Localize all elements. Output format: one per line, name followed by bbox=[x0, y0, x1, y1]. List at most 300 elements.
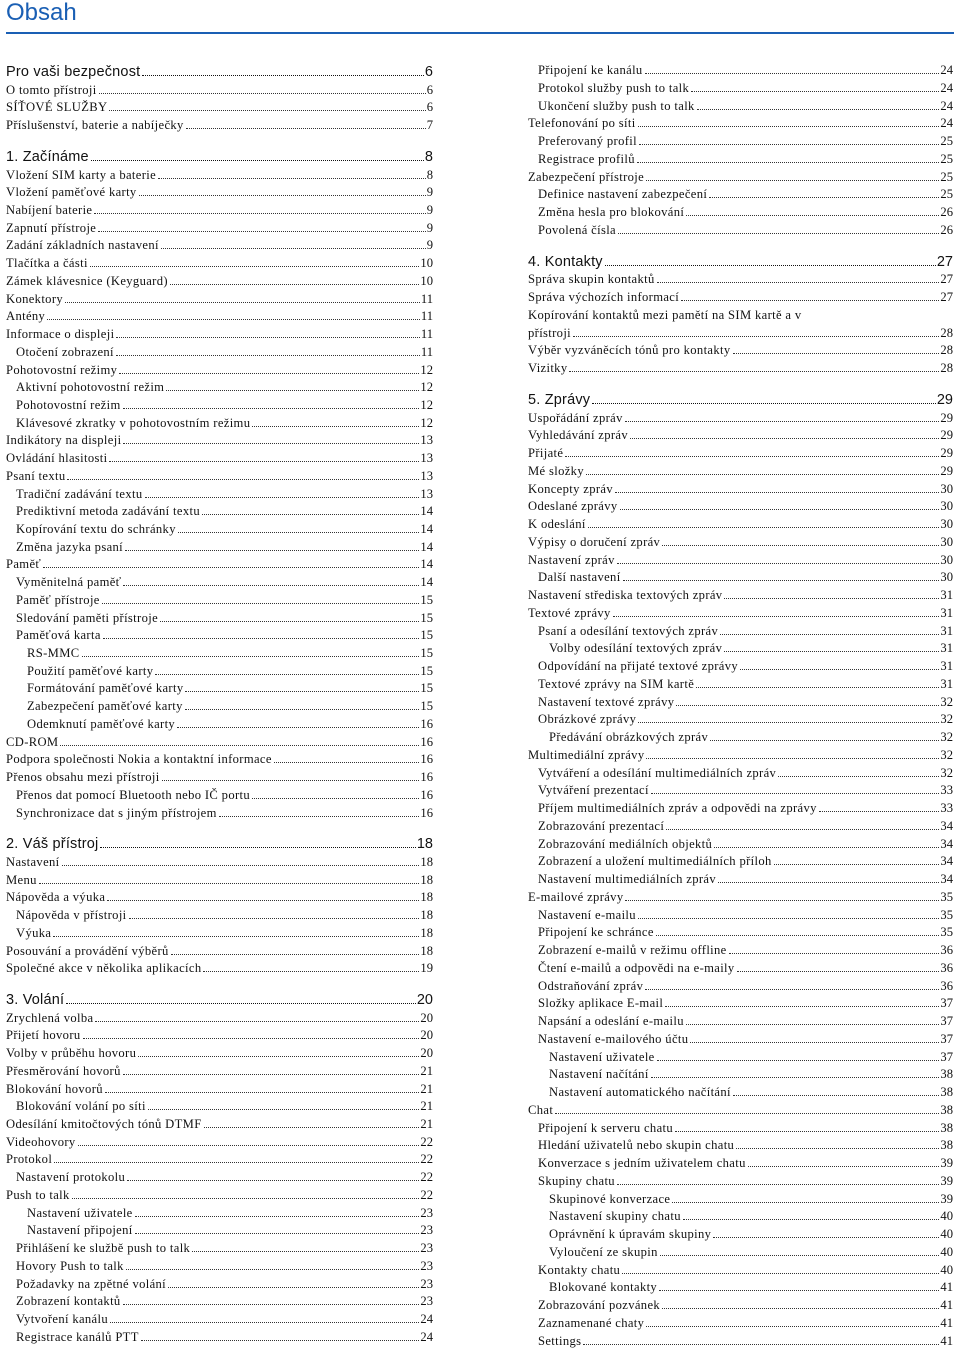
toc-entry-title: Chat bbox=[528, 1102, 554, 1117]
toc-entry[interactable] bbox=[6, 1240, 433, 1256]
toc-entry[interactable] bbox=[6, 117, 433, 133]
toc-entry[interactable] bbox=[6, 468, 433, 484]
toc-dot-leader bbox=[583, 1344, 939, 1345]
toc-dot-leader bbox=[691, 91, 939, 92]
toc-dot-leader bbox=[177, 727, 419, 728]
toc-entry[interactable] bbox=[6, 680, 433, 696]
toc-page-number: 30 bbox=[940, 481, 953, 496]
toc-page-number: 18 bbox=[420, 854, 433, 869]
toc-dot-leader bbox=[681, 300, 939, 301]
toc-entry[interactable] bbox=[6, 202, 433, 218]
toc-page-number: 30 bbox=[940, 499, 953, 514]
toc-entry-title: Psaní a odesílání textových zpráv bbox=[538, 623, 719, 638]
toc-entry-title: Přenos dat pomocí Bluetooth nebo IČ portu bbox=[16, 787, 251, 802]
toc-entry-title: Nastavení automatického načítání bbox=[549, 1085, 731, 1099]
toc-entry[interactable] bbox=[6, 1222, 433, 1238]
toc-dot-leader bbox=[123, 443, 419, 444]
toc-page-number: 26 bbox=[940, 205, 953, 219]
toc-entry[interactable] bbox=[6, 184, 433, 200]
toc-entry[interactable] bbox=[6, 556, 433, 572]
toc-dot-leader bbox=[65, 302, 420, 303]
toc-entry[interactable] bbox=[6, 1258, 433, 1274]
toc-entry-title: Vizitky bbox=[528, 361, 568, 375]
toc-entry[interactable] bbox=[528, 978, 953, 994]
toc-dot-leader bbox=[185, 691, 419, 692]
toc-page-number: 15 bbox=[420, 699, 433, 714]
toc-entry-title: Pohotovostní režimy bbox=[6, 362, 118, 377]
toc-entry[interactable] bbox=[528, 907, 953, 923]
toc-entry-title: Zabezpečení přístroje bbox=[528, 169, 645, 184]
toc-entry[interactable] bbox=[528, 516, 953, 532]
toc-dot-leader bbox=[192, 1251, 419, 1252]
toc-entry[interactable] bbox=[6, 379, 433, 395]
toc-entry[interactable] bbox=[528, 1226, 953, 1242]
toc-entry-title: Synchronizace dat s jiným přístrojem bbox=[16, 805, 217, 820]
toc-dot-leader bbox=[637, 162, 940, 163]
toc-entry[interactable] bbox=[528, 658, 953, 674]
toc-page-number: 21 bbox=[420, 1099, 433, 1114]
toc-page-number: 38 bbox=[940, 1120, 953, 1135]
toc-entry[interactable] bbox=[528, 1208, 953, 1224]
page-title: Obsah bbox=[6, 0, 77, 26]
toc-entry[interactable] bbox=[6, 872, 433, 888]
toc-entry[interactable] bbox=[6, 836, 433, 852]
toc-dot-leader bbox=[615, 492, 939, 493]
toc-page-number: 13 bbox=[420, 433, 433, 448]
toc-page-number: 10 bbox=[420, 273, 433, 288]
toc-entry[interactable] bbox=[528, 1262, 953, 1278]
toc-entry[interactable] bbox=[528, 62, 953, 78]
toc-entry[interactable] bbox=[6, 308, 433, 324]
toc-entry-title: O tomto přístroji bbox=[6, 82, 97, 97]
toc-entry-title: Otočení zobrazení bbox=[16, 344, 114, 359]
toc-dot-leader bbox=[168, 1287, 419, 1288]
toc-entry[interactable] bbox=[6, 450, 433, 466]
toc-entry[interactable] bbox=[528, 1191, 953, 1207]
toc-entry[interactable] bbox=[6, 992, 433, 1008]
toc-entry[interactable] bbox=[528, 80, 953, 96]
toc-dot-leader bbox=[105, 1092, 420, 1093]
toc-entry[interactable] bbox=[528, 818, 953, 834]
toc-entry[interactable] bbox=[6, 889, 433, 905]
toc-entry[interactable] bbox=[6, 1187, 433, 1203]
toc-entry-title: Prediktivní metoda zadávání textu bbox=[16, 504, 200, 519]
toc-entry[interactable] bbox=[528, 640, 953, 656]
toc-entry[interactable] bbox=[528, 782, 953, 798]
toc-entry-title: Nastavení uživatele bbox=[27, 1205, 133, 1220]
toc-entry[interactable] bbox=[6, 99, 433, 115]
toc-entry-title: Paměť přístroje bbox=[16, 592, 100, 607]
toc-entry[interactable] bbox=[6, 1010, 433, 1026]
toc-entry[interactable] bbox=[528, 98, 953, 114]
toc-entry-title: Blokování volání po síti bbox=[16, 1099, 146, 1114]
toc-dot-leader bbox=[573, 336, 939, 337]
toc-entry[interactable] bbox=[528, 204, 953, 220]
toc-entry[interactable] bbox=[6, 1329, 433, 1345]
toc-page-number: 24 bbox=[420, 1329, 433, 1344]
toc-dot-leader bbox=[129, 918, 420, 919]
toc-entry[interactable] bbox=[6, 574, 433, 590]
toc-entry[interactable] bbox=[6, 769, 433, 785]
toc-entry[interactable] bbox=[528, 623, 953, 639]
toc-entry[interactable] bbox=[6, 1311, 433, 1327]
toc-dot-leader bbox=[102, 603, 420, 604]
toc-entry[interactable] bbox=[6, 291, 433, 307]
toc-entry[interactable] bbox=[6, 698, 433, 714]
toc-entry[interactable] bbox=[528, 1066, 953, 1082]
toc-dot-leader bbox=[729, 953, 940, 954]
toc-dot-leader bbox=[135, 1233, 420, 1234]
toc-entry[interactable] bbox=[528, 271, 953, 287]
toc-dot-leader bbox=[718, 882, 939, 883]
toc-entry[interactable] bbox=[528, 534, 953, 550]
toc-entry[interactable] bbox=[6, 1116, 433, 1132]
toc-entry[interactable] bbox=[528, 1297, 953, 1313]
toc-entry[interactable] bbox=[6, 943, 433, 959]
toc-entry[interactable] bbox=[528, 1084, 953, 1100]
toc-entry-title: Podpora společnosti Nokia a kontaktní informace bbox=[6, 752, 272, 767]
toc-page-number: 18 bbox=[420, 943, 433, 958]
toc-entry-title: Uspořádání zpráv bbox=[528, 410, 623, 425]
toc-entry[interactable] bbox=[528, 1102, 953, 1118]
toc-entry-title: SÍŤOVÉ SLUŽBY bbox=[6, 100, 108, 115]
toc-dot-leader bbox=[683, 1219, 940, 1220]
toc-page-number: 41 bbox=[940, 1333, 953, 1348]
toc-entry[interactable] bbox=[528, 307, 953, 323]
toc-page-number: 20 bbox=[420, 1028, 433, 1043]
toc-entry-title: Nastavení skupiny chatu bbox=[549, 1209, 681, 1224]
toc-entry[interactable] bbox=[6, 273, 433, 289]
toc-dot-leader bbox=[714, 847, 939, 848]
toc-entry-title: Volby odesílání textových zpráv bbox=[549, 641, 723, 656]
toc-page-number: 14 bbox=[420, 504, 433, 519]
toc-entry[interactable] bbox=[6, 592, 433, 608]
toc-entry[interactable] bbox=[6, 960, 433, 976]
toc-entry[interactable] bbox=[528, 342, 953, 358]
toc-entry[interactable] bbox=[528, 960, 953, 976]
toc-entry-title: Použití paměťové karty bbox=[27, 663, 154, 678]
toc-dot-leader bbox=[646, 180, 939, 181]
toc-entry[interactable] bbox=[6, 854, 433, 870]
toc-entry[interactable] bbox=[528, 765, 953, 781]
toc-dot-leader bbox=[43, 567, 419, 568]
toc-dot-leader bbox=[109, 110, 425, 111]
toc-entry-title: Správa skupin kontaktů bbox=[528, 272, 655, 287]
toc-dot-leader bbox=[672, 1202, 939, 1203]
toc-entry[interactable] bbox=[6, 1081, 433, 1097]
toc-entry[interactable] bbox=[528, 1155, 953, 1171]
toc-dot-leader bbox=[617, 1184, 939, 1185]
toc-page-number: 39 bbox=[940, 1173, 953, 1188]
toc-entry[interactable] bbox=[6, 1293, 433, 1309]
toc-dot-leader bbox=[651, 1077, 940, 1078]
toc-dot-leader bbox=[160, 621, 419, 622]
toc-entry[interactable] bbox=[528, 800, 953, 816]
toc-entry[interactable] bbox=[528, 392, 953, 408]
toc-entry[interactable] bbox=[528, 133, 953, 149]
toc-page-number: 30 bbox=[940, 552, 953, 567]
toc-entry[interactable] bbox=[528, 552, 953, 568]
toc-page-number: 27 bbox=[940, 290, 953, 304]
toc-entry-title: Kopírování textu do schránky bbox=[16, 522, 176, 536]
toc-page-number: 23 bbox=[420, 1258, 433, 1273]
toc-entry[interactable] bbox=[528, 169, 953, 185]
toc-page-number: 8 bbox=[424, 148, 433, 165]
toc-page-number: 31 bbox=[940, 623, 953, 638]
toc-entry[interactable] bbox=[6, 255, 433, 271]
toc-entry[interactable] bbox=[6, 220, 433, 236]
toc-entry[interactable] bbox=[528, 605, 953, 621]
toc-entry[interactable] bbox=[6, 397, 433, 413]
toc-entry[interactable] bbox=[6, 486, 433, 502]
toc-dot-leader bbox=[110, 1322, 419, 1323]
toc-entry[interactable] bbox=[528, 186, 953, 202]
toc-entry[interactable] bbox=[6, 645, 433, 661]
toc-dot-leader bbox=[166, 390, 419, 391]
toc-entry-title: Připojení ke schránce bbox=[538, 925, 654, 940]
toc-dot-leader bbox=[605, 265, 936, 266]
toc-entry-title: Konektory bbox=[6, 291, 64, 306]
toc-chapter-title: 5. Zprávy bbox=[528, 391, 591, 408]
toc-entry[interactable] bbox=[528, 427, 953, 443]
toc-entry[interactable] bbox=[6, 1151, 433, 1167]
toc-page-number: 18 bbox=[420, 872, 433, 887]
toc-entry[interactable] bbox=[6, 149, 433, 165]
toc-entry-title: Hledání uživatelů nebo skupin chatu bbox=[538, 1138, 735, 1153]
toc-entry[interactable] bbox=[528, 410, 953, 426]
toc-entry[interactable] bbox=[6, 344, 433, 360]
toc-dot-leader bbox=[100, 847, 415, 848]
toc-entry-title: Nastavení připojení bbox=[27, 1223, 133, 1238]
toc-entry[interactable] bbox=[6, 539, 433, 555]
toc-page-number: 24 bbox=[940, 63, 953, 77]
toc-entry[interactable] bbox=[6, 1276, 433, 1292]
toc-entry[interactable] bbox=[6, 907, 433, 923]
toc-entry-title: RS-MMC bbox=[27, 646, 80, 661]
toc-dot-leader bbox=[569, 371, 939, 372]
toc-entry[interactable] bbox=[528, 871, 953, 887]
toc-dot-leader bbox=[162, 780, 420, 781]
toc-entry[interactable] bbox=[6, 925, 433, 941]
toc-dot-leader bbox=[95, 1021, 419, 1022]
toc-page-number: 23 bbox=[420, 1223, 433, 1238]
toc-entry-title: Zobrazení e-mailů v režimu offline bbox=[538, 943, 727, 957]
toc-dot-leader bbox=[748, 1166, 940, 1167]
toc-entry[interactable] bbox=[528, 711, 953, 727]
toc-entry[interactable] bbox=[528, 889, 953, 905]
toc-entry[interactable] bbox=[528, 463, 953, 479]
toc-entry[interactable] bbox=[528, 729, 953, 745]
toc-entry-title: Skupinové konverzace bbox=[549, 1191, 671, 1206]
toc-entry[interactable] bbox=[528, 1137, 953, 1153]
toc-entry-title: Tlačítka a části bbox=[6, 256, 88, 271]
toc-entry-title: Blokování hovorů bbox=[6, 1081, 103, 1096]
toc-entry[interactable] bbox=[6, 734, 433, 750]
toc-page-number: 34 bbox=[940, 872, 953, 886]
toc-dot-leader bbox=[638, 918, 939, 919]
toc-entry-title: Nastavení e-mailového účtu bbox=[538, 1031, 689, 1046]
toc-dot-leader bbox=[252, 426, 419, 427]
toc-entry-title: Nastavení multimediálních zpráv bbox=[538, 872, 717, 886]
toc-entry[interactable] bbox=[528, 1315, 953, 1331]
toc-dot-leader bbox=[107, 900, 419, 901]
toc-page-number: 22 bbox=[420, 1152, 433, 1167]
toc-page-number: 26 bbox=[940, 222, 953, 237]
toc-entry[interactable] bbox=[528, 254, 953, 270]
toc-page-number: 24 bbox=[940, 80, 953, 95]
toc-entry[interactable] bbox=[6, 521, 433, 537]
toc-dot-leader bbox=[47, 319, 420, 320]
toc-entry-title: Napsání a odeslání e-mailu bbox=[538, 1014, 684, 1028]
toc-entry[interactable] bbox=[528, 924, 953, 940]
toc-dot-leader bbox=[659, 1290, 939, 1291]
toc-page-number: 6 bbox=[424, 64, 433, 80]
toc-dot-leader bbox=[737, 971, 940, 972]
toc-entry-title: Odeslané zprávy bbox=[528, 499, 618, 514]
toc-entry[interactable] bbox=[6, 610, 433, 626]
title-divider bbox=[6, 32, 954, 34]
toc-page-number: 31 bbox=[940, 676, 953, 691]
toc-entry[interactable] bbox=[528, 836, 953, 852]
toc-entry-title: Ukončení služby push to talk bbox=[538, 98, 695, 113]
toc-entry[interactable] bbox=[6, 503, 433, 519]
toc-entry[interactable] bbox=[528, 853, 953, 869]
toc-page-number: 18 bbox=[416, 836, 433, 853]
toc-entry[interactable] bbox=[528, 676, 953, 692]
toc-page-number: 16 bbox=[420, 805, 433, 820]
toc-entry[interactable] bbox=[6, 432, 433, 448]
toc-entry[interactable] bbox=[528, 694, 953, 710]
toc-entry[interactable] bbox=[528, 747, 953, 763]
toc-page-number: 29 bbox=[936, 391, 953, 408]
toc-entry[interactable] bbox=[6, 751, 433, 767]
toc-page-number: 13 bbox=[420, 468, 433, 483]
toc-dot-leader bbox=[90, 266, 420, 267]
toc-entry-title: Videohovory bbox=[6, 1134, 76, 1149]
toc-page-number: 29 bbox=[940, 446, 953, 460]
toc-dot-leader bbox=[713, 1237, 939, 1238]
toc-page-number: 38 bbox=[940, 1138, 953, 1153]
toc-entry[interactable] bbox=[528, 445, 953, 461]
toc-entry-title: Vytváření a odesílání multimediálních zpráv bbox=[538, 765, 777, 780]
toc-entry[interactable] bbox=[528, 325, 953, 341]
toc-entry[interactable] bbox=[528, 222, 953, 238]
toc-entry[interactable] bbox=[528, 587, 953, 603]
toc-entry[interactable] bbox=[6, 1134, 433, 1150]
toc-entry[interactable] bbox=[6, 415, 433, 431]
toc-entry[interactable] bbox=[528, 1120, 953, 1136]
toc-entry-title: Příjem multimediálních zpráv a odpovědi na zprávy bbox=[538, 801, 817, 815]
toc-entry-title: Koncepty zpráv bbox=[528, 481, 613, 496]
toc-page-number: 12 bbox=[420, 380, 433, 395]
toc-page-number: 40 bbox=[940, 1227, 953, 1241]
toc-entry[interactable] bbox=[6, 82, 433, 98]
toc-dot-leader bbox=[60, 745, 419, 746]
toc-dot-leader bbox=[656, 935, 940, 936]
toc-page-number: 16 bbox=[420, 787, 433, 802]
toc-dot-leader bbox=[126, 1269, 420, 1270]
toc-entry[interactable] bbox=[6, 787, 433, 803]
toc-entry[interactable] bbox=[6, 64, 433, 80]
toc-page-number: 36 bbox=[940, 960, 953, 975]
toc-entry[interactable] bbox=[6, 805, 433, 821]
toc-dot-leader bbox=[646, 758, 939, 759]
toc-entry[interactable] bbox=[6, 362, 433, 378]
toc-entry-title: Další nastavení bbox=[538, 570, 621, 585]
toc-entry[interactable] bbox=[528, 151, 953, 167]
toc-entry[interactable] bbox=[6, 237, 433, 253]
toc-entry[interactable] bbox=[528, 481, 953, 497]
toc-page-number: 40 bbox=[940, 1244, 953, 1259]
toc-page-number: 35 bbox=[940, 925, 953, 940]
toc-entry[interactable] bbox=[528, 360, 953, 376]
toc-entry-title: Nastavení zpráv bbox=[528, 552, 615, 567]
toc-entry-title: Hovory Push to talk bbox=[16, 1258, 124, 1273]
toc-entry[interactable] bbox=[528, 1333, 953, 1349]
toc-dot-leader bbox=[274, 762, 420, 763]
toc-entry[interactable] bbox=[6, 1205, 433, 1221]
toc-page-number: 11 bbox=[420, 309, 433, 324]
toc-entry[interactable] bbox=[528, 569, 953, 585]
toc-dot-leader bbox=[645, 73, 940, 74]
toc-entry-title: Zrychlená volba bbox=[6, 1010, 94, 1025]
toc-entry[interactable] bbox=[6, 716, 433, 732]
toc-dot-leader bbox=[99, 93, 426, 94]
toc-dot-leader bbox=[618, 233, 939, 234]
toc-entry-title: Posouvání a provádění výběrů bbox=[6, 943, 169, 958]
toc-page-number: 25 bbox=[940, 134, 953, 148]
toc-page-number: 19 bbox=[420, 961, 433, 976]
toc-entry[interactable] bbox=[6, 1063, 433, 1079]
toc-entry[interactable] bbox=[528, 1173, 953, 1189]
toc-dot-leader bbox=[662, 1308, 939, 1309]
toc-entry-title: Zobrazování prezentací bbox=[538, 818, 665, 833]
toc-dot-leader bbox=[630, 438, 939, 439]
toc-page-number: 28 bbox=[940, 343, 953, 358]
toc-entry[interactable] bbox=[6, 1045, 433, 1061]
toc-entry[interactable] bbox=[6, 627, 433, 643]
toc-entry[interactable] bbox=[528, 1013, 953, 1029]
toc-entry-title: Nastavení bbox=[6, 854, 60, 869]
toc-entry[interactable] bbox=[528, 1049, 953, 1065]
toc-entry[interactable] bbox=[528, 942, 953, 958]
toc-entry[interactable] bbox=[6, 1169, 433, 1185]
toc-page-number: 36 bbox=[940, 943, 953, 957]
toc-entry-title: Push to talk bbox=[6, 1187, 70, 1202]
toc-entry[interactable] bbox=[6, 326, 433, 342]
toc-entry[interactable] bbox=[528, 498, 953, 514]
toc-dot-leader bbox=[588, 527, 940, 528]
toc-dot-leader bbox=[774, 864, 940, 865]
toc-entry[interactable] bbox=[528, 115, 953, 131]
toc-entry[interactable] bbox=[528, 995, 953, 1011]
toc-entry[interactable] bbox=[6, 1098, 433, 1114]
toc-entry[interactable] bbox=[6, 1027, 433, 1043]
toc-entry[interactable] bbox=[528, 289, 953, 305]
toc-page-number: 31 bbox=[940, 659, 953, 673]
toc-page-number: 14 bbox=[420, 522, 433, 536]
toc-entry[interactable] bbox=[6, 167, 433, 183]
toc-entry-title: Vyměnitelná paměť bbox=[16, 575, 122, 590]
toc-dot-leader bbox=[123, 408, 420, 409]
toc-entry[interactable] bbox=[528, 1244, 953, 1260]
toc-entry[interactable] bbox=[528, 1031, 953, 1047]
toc-entry-title: Klávesové zkratky v pohotovostním režimu bbox=[16, 415, 251, 430]
toc-entry[interactable] bbox=[6, 663, 433, 679]
toc-entry-title: Odpovídání na přijaté textové zprávy bbox=[538, 659, 739, 673]
toc-entry[interactable] bbox=[528, 1279, 953, 1295]
toc-page-number: 28 bbox=[940, 361, 953, 375]
